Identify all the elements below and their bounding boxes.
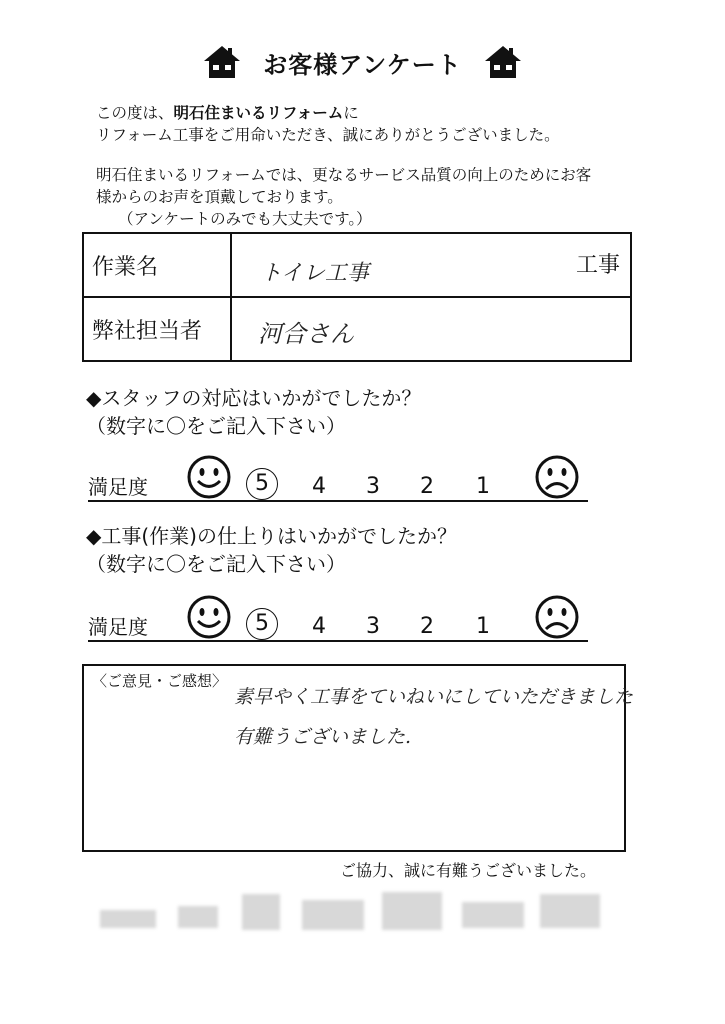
intro-line-1 — [96, 102, 359, 124]
work-name-field[interactable] — [231, 233, 631, 297]
intro-line-3: 明石住まいるリフォームでは、更なるサービス品質の向上のためにお客 — [96, 166, 592, 184]
intro-text: この度は、 — [96, 104, 174, 122]
q2-satisfaction-row — [88, 588, 588, 642]
comment-line-2: 有難うございました. — [234, 726, 412, 748]
q2-option-3[interactable]: 3 — [366, 614, 380, 639]
staff-field[interactable] — [231, 297, 631, 361]
smiley-happy-icon — [186, 454, 232, 500]
satisfaction-underline — [88, 640, 588, 642]
smiley-sad-icon — [534, 594, 580, 640]
q2-option-4[interactable]: 4 — [312, 614, 326, 639]
q1-option-5[interactable]: 5 — [246, 468, 278, 500]
comments-label: 〈ご意見・ご感想〉 — [92, 672, 228, 690]
intro-line-2: リフォーム工事をご用命いただき、誠にありがとうございました。 — [96, 126, 560, 144]
satisfaction-label: 満足度 — [88, 615, 148, 639]
house-icon — [483, 44, 523, 80]
q2-instruction: （数字に〇をご記入下さい） — [86, 552, 346, 576]
comments-box[interactable] — [82, 664, 634, 852]
info-table — [82, 232, 632, 362]
intro-line-5: （アンケートのみでも大丈夫です。） — [118, 210, 372, 228]
q1-instruction: （数字に〇をご記入下さい） — [86, 414, 346, 438]
q2-question: ◆工事(作業)の仕上りはいかがでしたか？ — [86, 524, 457, 548]
q2-option-2[interactable]: 2 — [420, 614, 434, 639]
page-title-row — [0, 44, 725, 80]
work-name-value: トイレ工事 — [260, 261, 369, 286]
company-name: 明石住まいるリフォーム — [173, 104, 344, 122]
q2-option-1[interactable]: 1 — [476, 614, 490, 639]
q2-option-5[interactable]: 5 — [246, 608, 278, 640]
q1-satisfaction-row — [88, 448, 588, 502]
work-suffix: 工事 — [575, 253, 620, 278]
table-row — [83, 297, 631, 361]
intro-text: に — [343, 104, 359, 122]
staff-label: 弊社担当者 — [83, 297, 231, 361]
comment-line-1: 素早やく工事をていねいにしていただきました — [234, 686, 634, 708]
survey-title: お客様アンケート — [263, 50, 462, 79]
q1-question: ◆スタッフの対応はいかがでしたか？ — [86, 386, 422, 410]
q1-option-2[interactable]: 2 — [420, 474, 434, 499]
satisfaction-underline — [88, 500, 588, 502]
house-icon — [202, 44, 242, 80]
q1-option-3[interactable]: 3 — [366, 474, 380, 499]
work-name-label: 作業名 — [83, 233, 231, 297]
q1-option-4[interactable]: 4 — [312, 474, 326, 499]
satisfaction-label: 満足度 — [88, 475, 148, 499]
thanks-message: ご協力、誠に有難うございました。 — [340, 861, 597, 880]
intro-line-4: 様からのお声を頂戴しております。 — [96, 188, 343, 206]
blurred-footer — [92, 888, 632, 948]
smiley-happy-icon — [186, 594, 232, 640]
table-row — [83, 233, 631, 297]
staff-value: 河合さん — [258, 320, 354, 348]
smiley-sad-icon — [534, 454, 580, 500]
q1-option-1[interactable]: 1 — [476, 474, 490, 499]
